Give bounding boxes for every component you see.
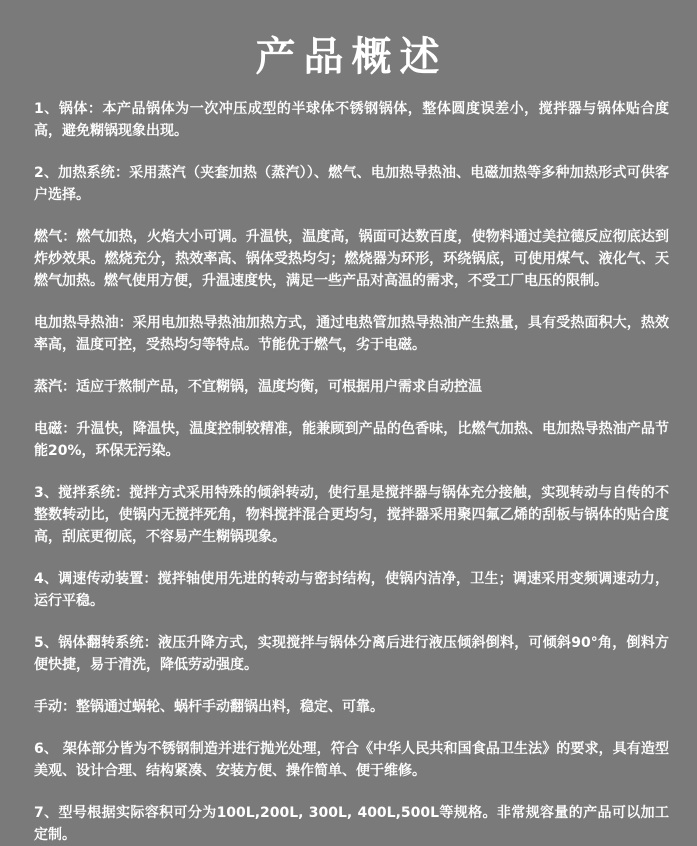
paragraph-electric-oil: 电加热导热油：采用电加热导热油加热方式，通过电热管加热导热油产生热量，具有受热面积大，热效率高，温度可控，受热均匀等特点。节能优于燃气，劣于电磁。 — [34, 315, 669, 353]
paragraph-heating-system: 2、加热系统：采用蒸汽（夹套加热（蒸汽））、燃气、电加热导热油、电磁加热等多种加热形式可供客户选择。 — [34, 165, 669, 203]
paragraph-bowl: 1、锅体：本产品锅体为一次冲压成型的半球体不锈钢锅体，整体圆度误差小，搅拌器与锅体贴合度高，避免糊锅现象出现。 — [34, 101, 669, 139]
paragraph-gas: 燃气：燃气加热，火焰大小可调。升温快，温度高，锅面可达数百度，使物料通过美拉德反应彻底达到炸炒效果。燃烧充分，热效率高、锅体受热均匀；燃烧器为环形，环绕锅底，可使用煤气、液化气、天燃气加热。燃气使用方便，升温速度快，满足一些产品对高温的需求，不受工厂电压的限制。 — [34, 229, 669, 289]
paragraph-stirring-system: 3、搅拌系统：搅拌方式采用特殊的倾斜转动，使行星是搅拌器与锅体充分接触，实现转动与自传的不整数转动比，使锅内无搅拌死角，物料搅拌混合更均匀，搅拌器采用聚四氟乙烯的刮板与锅体的贴合度高，刮底更彻底，不容易产生糊锅现象。 — [34, 485, 669, 545]
paragraph-manual: 手动：整锅通过蜗轮、蜗杆手动翻锅出料，稳定、可靠。 — [34, 699, 384, 715]
paragraph-models: 7、型号根据实际容积可分为100L,200L, 300L, 400L,500L等规格。非常规容量的产品可以加工定制。 — [34, 805, 669, 843]
page-title: 产品概述 — [255, 34, 448, 80]
overview-content — [34, 98, 669, 846]
paragraph-frame: 6、 架体部分皆为不锈钢制造并进行抛光处理，符合《中华人民共和国食品卫生法》的要求，具有造型美观、设计合理、结构紧凑、安装方便、操作简单、便于维修。 — [34, 741, 669, 779]
paragraph-electromagnetic: 电磁：升温快，降温快，温度控制较精准，能兼顾到产品的色香味，比燃气加热、电加热导热油产品节能20%，环保无污染。 — [34, 421, 669, 459]
paragraph-steam: 蒸汽：适应于熬制产品，不宜糊锅，温度均衡，可根据用户需求自动控温 — [34, 379, 482, 395]
paragraph-speed-drive: 4、调速传动装置：搅拌轴使用先进的转动与密封结构，使锅内洁净，卫生；调速采用变频调速动力，运行平稳。 — [34, 571, 669, 609]
paragraph-tilting-system: 5、锅体翻转系统：液压升降方式，实现搅拌与锅体分离后进行液压倾斜倒料，可倾斜90°角，倒料方便快捷，易于清洗，降低劳动强度。 — [34, 635, 669, 673]
